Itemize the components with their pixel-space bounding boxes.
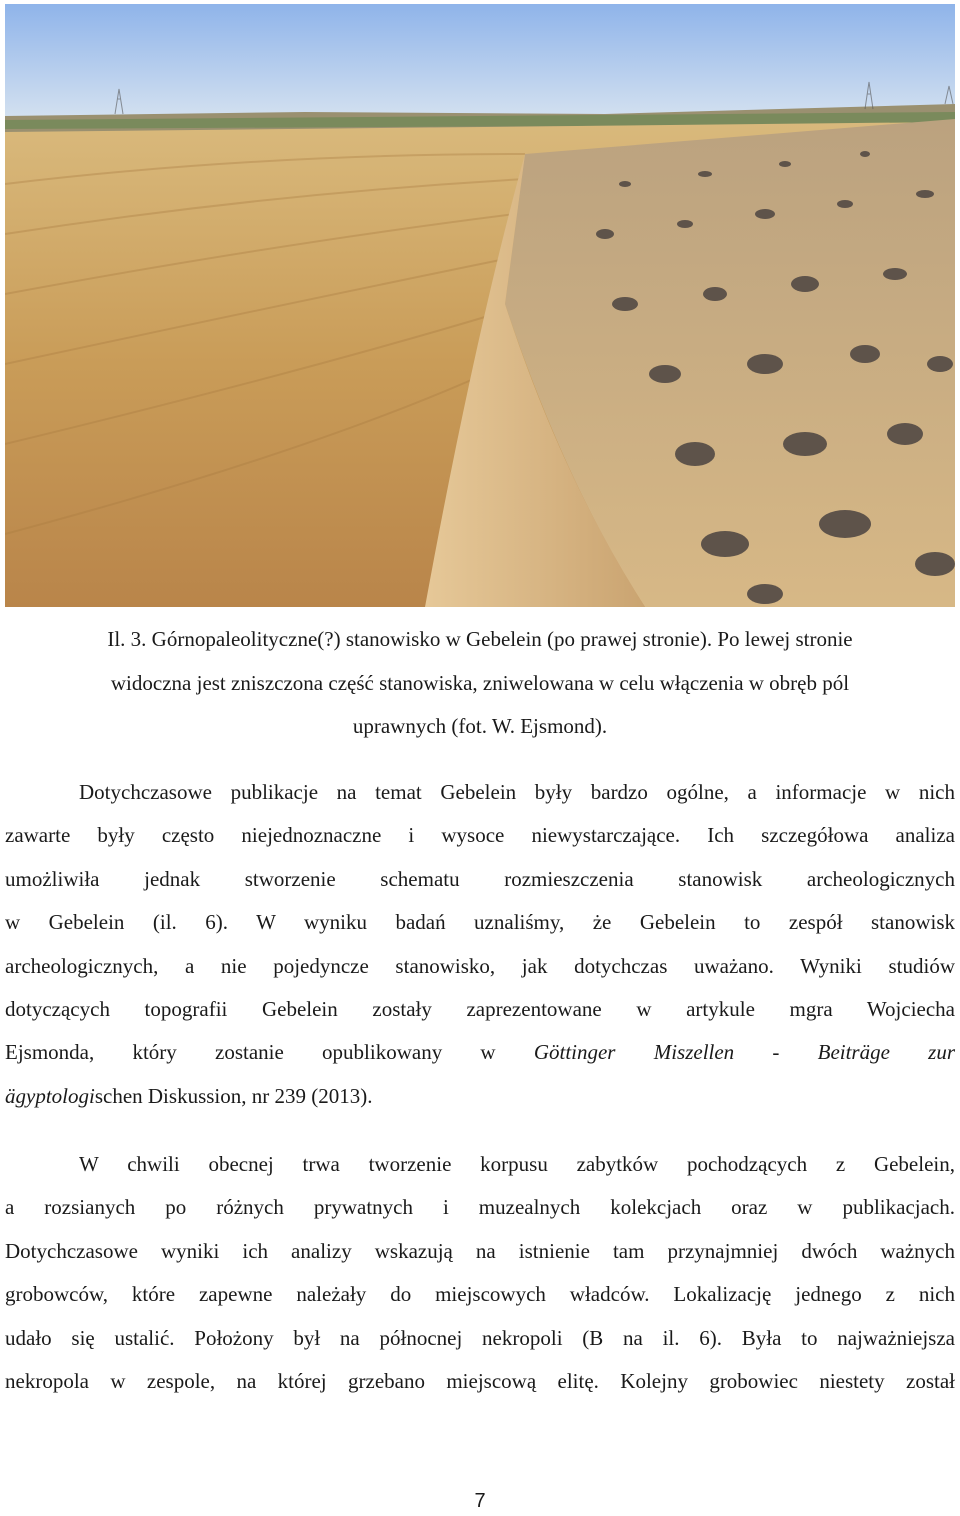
figure-caption <box>0 618 960 749</box>
text-line: Dotychczasowe wyniki ich analizy wskazują na istnienie tam przynajmniej dwóch ważnych <box>5 1238 955 1263</box>
text-segment: Ejsmonda, który zostanie opublikowany w <box>5 1040 534 1065</box>
text-line: W chwili obecnej trwa tworzenie korpusu zabytków pochodzących z Gebelein, <box>79 1152 955 1176</box>
paragraph-1 <box>5 771 955 1118</box>
text-line: nekropola w zespole, na której grzebano miejscową elitę. Kolejny grobowiec niestety został <box>5 1369 955 1394</box>
text-line <box>5 1031 955 1074</box>
text-line: dotyczących topografii Gebelein zostały zaprezentowane w artykule mgra Wojciecha <box>5 997 955 1022</box>
figure-photo <box>5 4 955 607</box>
text-line: archeologicznych, a nie pojedyncze stanowisko, jak dotychczas uważano. Wyniki studiów <box>5 953 955 978</box>
text-line: zawarte były często niejednoznaczne i wysoce niewystarczające. Ich szczegółowa analiza <box>5 823 955 848</box>
text-line: w Gebelein (il. 6). W wyniku badań uznaliśmy, że Gebelein to zespół stanowisk <box>5 910 955 935</box>
text-line: grobowców, które zapewne należały do miejscowych władców. Lokalizację jednego z nich <box>5 1282 955 1307</box>
caption-line: Il. 3. Górnopaleolityczne(?) stanowisko w Gebelein (po prawej stronie). Po lewej stronie <box>107 627 853 651</box>
page-number: 7 <box>474 1490 486 1512</box>
text-line: umożliwiła jednak stworzenie schematu rozmieszczenia stanowisk archeologicznych <box>5 866 955 891</box>
text-line <box>5 1075 955 1118</box>
caption-line: uprawnych (fot. W. Ejsmond). <box>352 714 608 738</box>
text-line: udało się ustalić. Położony był na północnej nekropoli (B na il. 6). Była to najważniejsza <box>5 1325 955 1350</box>
journal-title-end: ägyptologi <box>5 1083 95 1108</box>
text-segment: schen Diskussion, nr 239 (2013). <box>94 1083 373 1108</box>
text-line: a rozsianych po różnych prywatnych i muzealnych kolekcjach oraz w publikacjach. <box>5 1195 955 1220</box>
caption-line: widoczna jest zniszczona część stanowiska, zniwelowana w celu włączenia w obręb pól <box>110 670 850 695</box>
journal-title: Göttinger Miszellen - Beiträge zur <box>533 1040 955 1065</box>
paragraph-2 <box>5 1143 955 1403</box>
text-line: Dotychczasowe publikacje na temat Gebelein były bardzo ogólne, a informacje w nich <box>79 780 955 804</box>
